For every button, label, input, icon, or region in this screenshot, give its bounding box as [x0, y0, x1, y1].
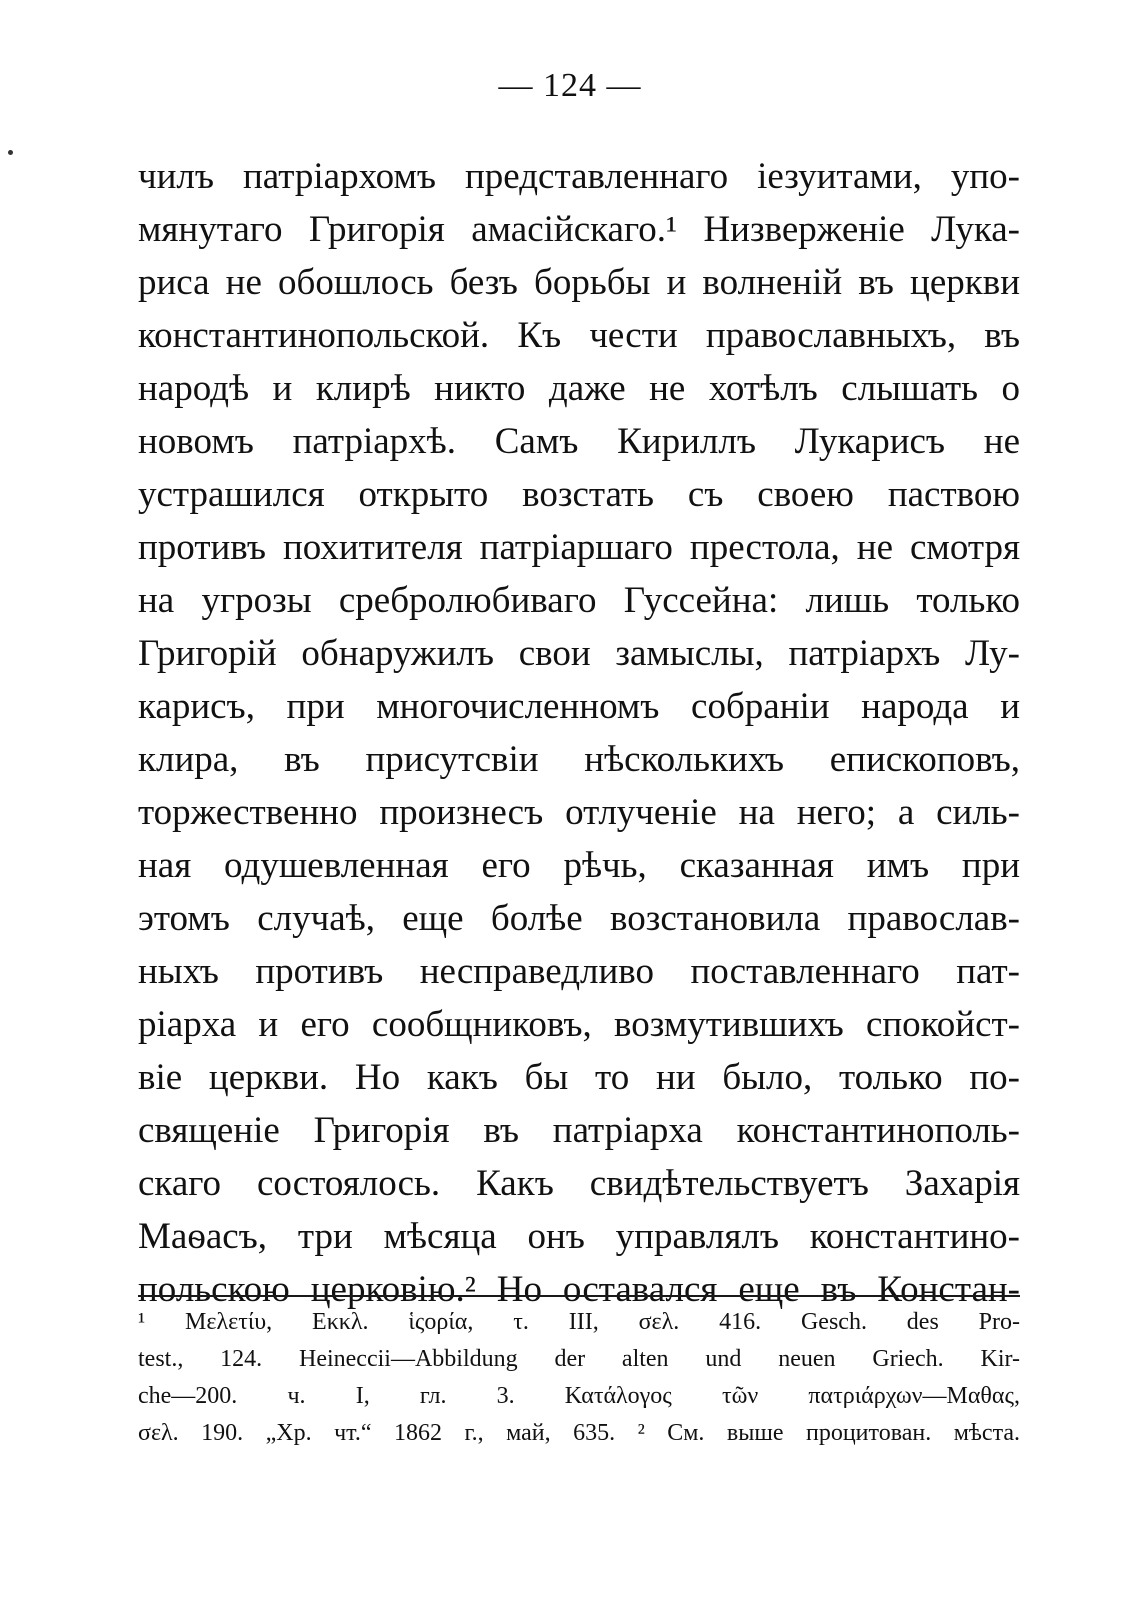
body-line: польскою церковію.² Но оставался еще въ Констан-: [138, 1269, 1020, 1310]
footnote-line: σελ. 190. „Хр. чт.“ 1862 г., май, 635. ² См. выше процитован. мѣста.: [138, 1420, 1020, 1446]
body-line: новомъ патріархѣ. Самъ Кириллъ Лукарисъ не: [138, 421, 1020, 462]
body-line: мянутаго Григорія амасійскаго.¹ Низверженіе Лука-: [138, 209, 1020, 250]
body-line: скаго состоялось. Какъ свидѣтельствуетъ Захарія: [138, 1163, 1020, 1204]
body-line: на угрозы сребролюбиваго Гуссейна: лишь только: [138, 580, 1020, 621]
body-line: віе церкви. Но какъ бы то ни было, только по-: [138, 1057, 1020, 1098]
body-line: константинопольской. Къ чести православныхъ, въ: [138, 315, 1020, 356]
body-line: чилъ патріархомъ представленнаго іезуитами, упо-: [138, 156, 1020, 197]
footnote-line: test., 124. Heineccii—Abbildung der alten und neuen Griech. Kir-: [138, 1346, 1020, 1372]
body-line: священіе Григорія въ патріарха константинополь-: [138, 1110, 1020, 1151]
body-line: противъ похитителя патріаршаго престола, не смотря: [138, 527, 1020, 568]
body-text: [138, 150, 1020, 1316]
footnote-line: che—200. ч. I, гл. 3. Κατάλογος τῶν πατριάρχων—Μαθας,: [138, 1383, 1020, 1409]
footnotes: [138, 1304, 1020, 1452]
body-line: ныхъ противъ несправедливо поставленнаго пат-: [138, 951, 1020, 992]
page-number: — 124 —: [498, 67, 642, 104]
body-line: ная одушевленная его рѣчь, сказанная имъ при: [138, 845, 1020, 886]
body-line: народѣ и клирѣ никто даже не хотѣлъ слышать о: [138, 368, 1020, 409]
body-line: клира, въ присутсвіи нѣсколькихъ епископовъ,: [138, 739, 1020, 780]
body-line: устрашился открыто возстать съ своею паствою: [138, 474, 1020, 515]
body-line: карисъ, при многочисленномъ собраніи народа и: [138, 686, 1020, 727]
margin-speck: [8, 150, 13, 155]
footnote-line: ¹ Μελετίυ, Εκκλ. ἱςορία, τ. III, σελ. 416. Gesch. des Pro-: [138, 1309, 1020, 1335]
body-line: торжественно произнесъ отлученіе на него; а силь-: [138, 792, 1020, 833]
footnote-divider: [138, 1295, 1020, 1297]
body-line: этомъ случаѣ, еще болѣе возстановила православ-: [138, 898, 1020, 939]
body-line: ріарха и его сообщниковъ, возмутившихъ спокойст-: [138, 1004, 1020, 1045]
body-line: Маѳасъ, три мѣсяца онъ управлялъ константино-: [138, 1216, 1020, 1257]
body-line: Григорій обнаружилъ свои замыслы, патріархъ Лу-: [138, 633, 1020, 674]
body-line: риса не обошлось безъ борьбы и волненій въ церкви: [138, 262, 1020, 303]
